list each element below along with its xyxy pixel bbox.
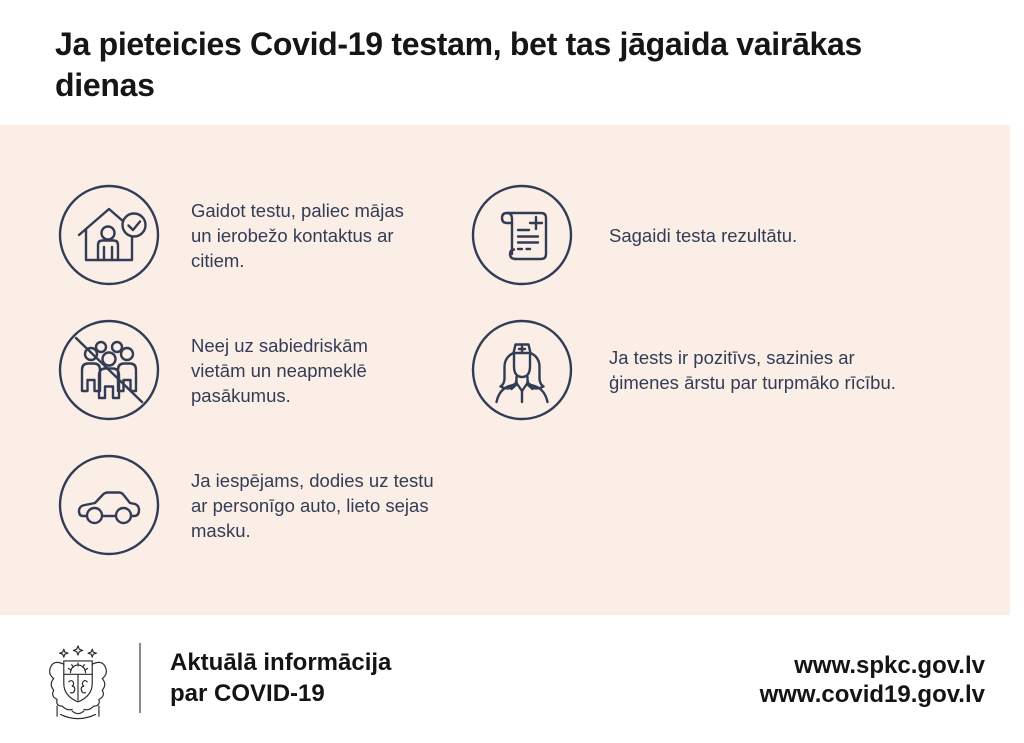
- info-panel: [0, 125, 1010, 615]
- footer-urls: [760, 651, 985, 709]
- info-item-text: Gaidot testu, paliec mājas un ierobežo kontaktus ar citiem.: [191, 199, 404, 271]
- footer-divider: [139, 643, 141, 713]
- info-item-stay-home: [57, 183, 416, 287]
- info-item-text: Neej uz sabiedriskām vietām un neapmeklē pasākumus.: [191, 334, 368, 406]
- campaign-title: [170, 647, 391, 709]
- url-covid19: www.covid19.gov.lv: [759, 681, 985, 708]
- info-item-personal-car: [57, 453, 441, 557]
- info-item-contact-doctor: [470, 318, 901, 422]
- latvia-coat-of-arms-icon: [32, 640, 124, 732]
- info-item-avoid-public: [57, 318, 426, 422]
- campaign-title-line2: par COVID-19: [170, 680, 325, 707]
- footer: [0, 615, 1024, 743]
- info-item-text: Ja tests ir pozitīvs, sazinies ar ģimenes ārstu par turpmāko rīcību.: [609, 347, 896, 393]
- info-item-text: Sagaidi testa rezultātu.: [609, 224, 798, 246]
- url-spkc: www.spkc.gov.lv: [794, 652, 985, 679]
- car-icon: [57, 453, 161, 557]
- nurse-icon: [470, 318, 574, 422]
- info-item-text: Ja iespējams, dodies uz testu ar personīgo auto, lieto sejas masku.: [191, 469, 434, 541]
- no-crowd-icon: [57, 318, 161, 422]
- campaign-title-line1: Aktuālā informācija: [170, 649, 392, 676]
- info-item-wait-result: [470, 183, 797, 287]
- house-check-icon: [57, 183, 161, 287]
- page-title: Ja pieteicies Covid-19 testam, bet tas jāgaida vairākas dienas: [55, 26, 863, 103]
- test-result-document-icon: [470, 183, 574, 287]
